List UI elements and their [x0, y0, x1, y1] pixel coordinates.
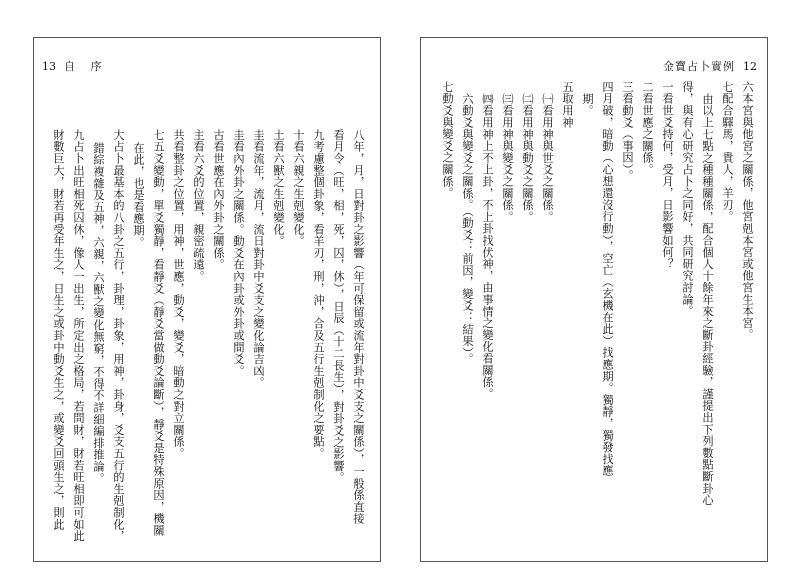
text-column: ㈢看用神與變爻之關係。: [501, 93, 514, 223]
page-number: 13: [42, 60, 56, 73]
text-column: 一看世爻持何，受月，日影響如何？: [661, 81, 674, 270]
header-title: 自 序: [64, 60, 108, 73]
page-number: 12: [743, 60, 757, 73]
right-page: [420, 37, 768, 562]
page-header: [663, 58, 757, 74]
text-column: 財數巨大，財若再受年生之，日生之或卦中動爻生之，或變爻回頭生之，則此: [52, 129, 65, 531]
text-column: 圭看內外卦之關係。動爻在內卦或外卦或間爻。: [232, 129, 245, 377]
text-column: 六動爻與變爻之關係。（動爻：前因，變爻：結果）。: [461, 93, 474, 365]
text-column: 七配合驛馬，貴人，羊刃。: [721, 81, 734, 223]
left-page: [33, 37, 381, 562]
text-column: 圭看流年，流月，流日對卦中爻支之變化論吉凶。: [252, 129, 265, 389]
page-header: [42, 58, 108, 74]
text-column: 九考慮整個卦象，看羊刃，刑，沖，合及五行生剋制化之要點。: [312, 129, 325, 460]
text-column: 二看世應之關係。: [641, 81, 654, 176]
text-column: ㈣看用神上不上卦，不上卦找伏神，由事情之變化看關係。: [481, 93, 494, 400]
text-column: 六本宮與他宮之關係，他宮剋本宮或他宮生本宮。: [741, 81, 754, 341]
text-column: 十看六親之生剋變化。: [292, 129, 305, 247]
text-column: 共看整卦之位置，用神，世應，動爻，變爻，暗動之對立關係。: [172, 129, 185, 460]
text-column: 土看六獸之生剋變化。: [272, 129, 285, 247]
text-column: 四月破，暗動（心想還沒行動），空亡（玄機在此）找應期。獨靜，獨發找應: [601, 81, 614, 477]
text-column: 在此，也是看應期。: [132, 142, 145, 249]
text-column: 古看世應在內外卦之關係。: [212, 129, 225, 271]
text-column: ㈡看用神與動爻之關係。: [521, 93, 534, 223]
header-title: 金寶占卜實例: [663, 60, 735, 73]
text-column: 五取用神: [561, 81, 574, 129]
text-column: 七五爻變動，單爻獨靜，看靜爻（靜爻當做動爻論斷），靜爻是特殊原因，機關: [152, 129, 165, 537]
text-column: ㈠看用神與世爻之關係。: [541, 93, 554, 223]
text-column: 看月令（旺，相，死，囚，休），日辰（十二長生），對卦爻之影響。: [332, 129, 345, 484]
text-column: 大占卜最基本的八卦之五行，卦理，卦象，用神，卦身，爻支五行的生剋制化，: [112, 129, 125, 542]
text-column: 三看動爻（事因）。: [621, 81, 634, 182]
text-column: 七動爻與變爻之關係。: [441, 81, 454, 199]
text-column: 得，與有心研究占卜之同好，共同研究討論。: [681, 81, 694, 317]
text-column: 由以上七點之種種關係，配合個人十餘年來之斷卦經驗，謹提出下列數點斷卦心: [701, 93, 714, 506]
text-column: 九占卜出旺相死囚休，像人一出生，所定出之格局，若問財，財若旺相即可如此: [72, 129, 85, 542]
text-column: 八年，月，日對卦之影響（年可保留或流年對卦中爻支之關係），一般係直接: [352, 129, 365, 525]
text-column: 主看六爻的位置，親密疏遠。: [192, 129, 205, 283]
text-column: 錯綜複雜及五神，六親，六獸之變化無窮，不得不詳細編排推論。: [92, 142, 105, 485]
text-column: 期。: [581, 93, 594, 117]
